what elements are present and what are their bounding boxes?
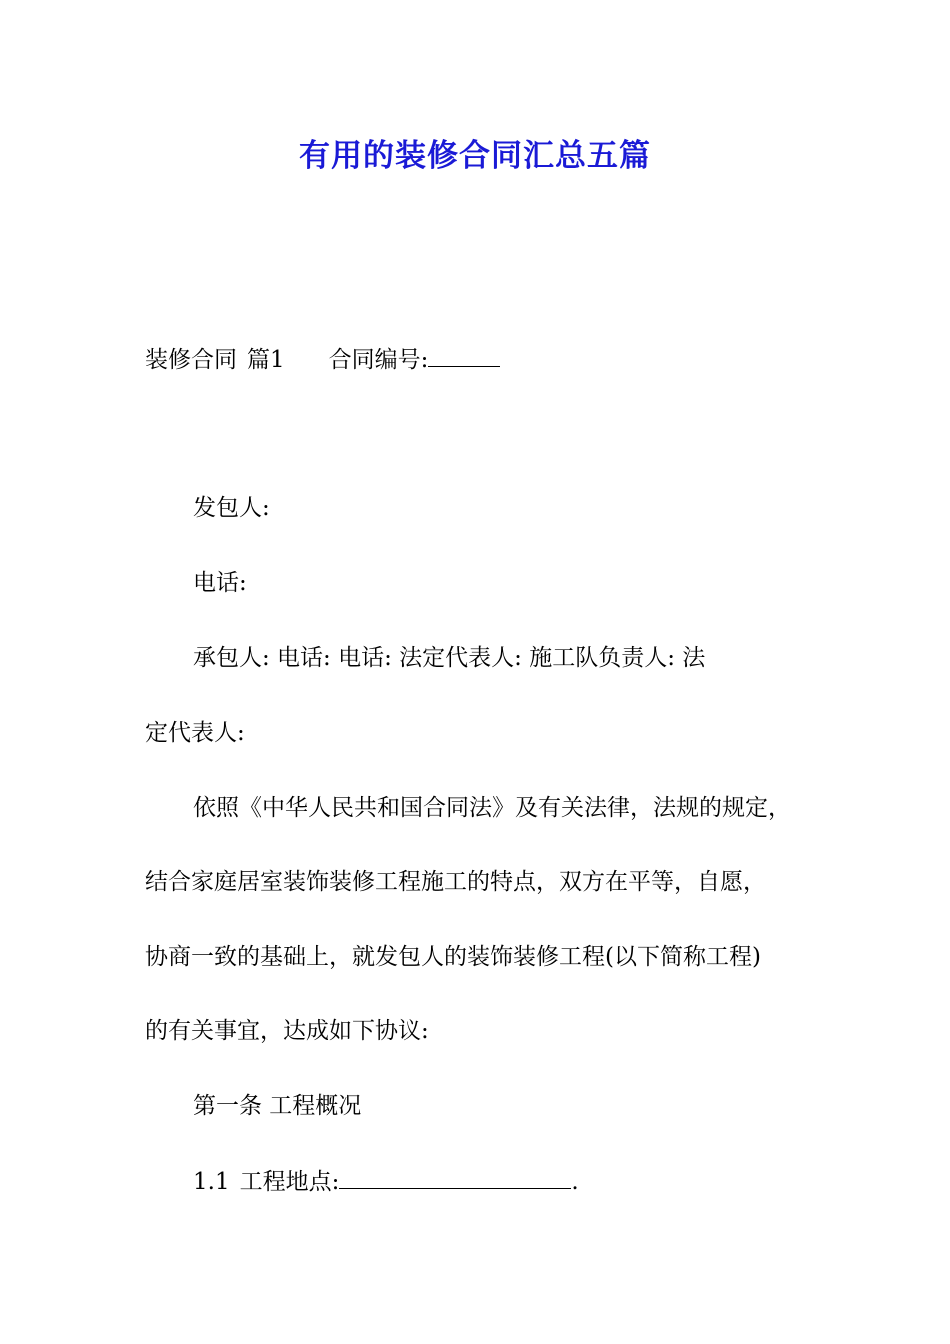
preamble-line-4: 的有关事宜，达成如下协议:: [145, 1018, 429, 1044]
clause-label: 工程地点:: [239, 1169, 340, 1195]
contract-number-blank: [428, 344, 500, 367]
clause-1-1: [193, 1166, 579, 1197]
clause-number: 1.1: [193, 1169, 230, 1195]
party-b-line-2: 定代表人:: [145, 720, 245, 746]
contract-header-line: [145, 344, 500, 375]
clause-end: .: [571, 1169, 579, 1195]
preamble-line-2: 结合家庭居室装饰装修工程施工的特点，双方在平等，自愿，: [145, 869, 766, 895]
article-1-title: 第一条 工程概况: [193, 1093, 362, 1119]
preamble-line-3: 协商一致的基础上，就发包人的装饰装修工程(以下简称工程): [145, 944, 761, 970]
preamble-line-1: 依照《中华人民共和国合同法》及有关法律，法规的规定，: [193, 795, 791, 821]
phone-line: 电话:: [193, 570, 247, 596]
section-label: 装修合同: [145, 347, 237, 373]
party-b-line-1: 承包人: 电话: 电话: 法定代表人: 施工队负责人: 法: [193, 645, 706, 671]
part-label: 篇1: [247, 347, 285, 373]
party-a-line: 发包人:: [193, 495, 270, 521]
document-title: 有用的装修合同汇总五篇: [299, 138, 651, 174]
work-location-blank: [339, 1166, 571, 1189]
contract-number-label: 合同编号:: [328, 347, 429, 373]
